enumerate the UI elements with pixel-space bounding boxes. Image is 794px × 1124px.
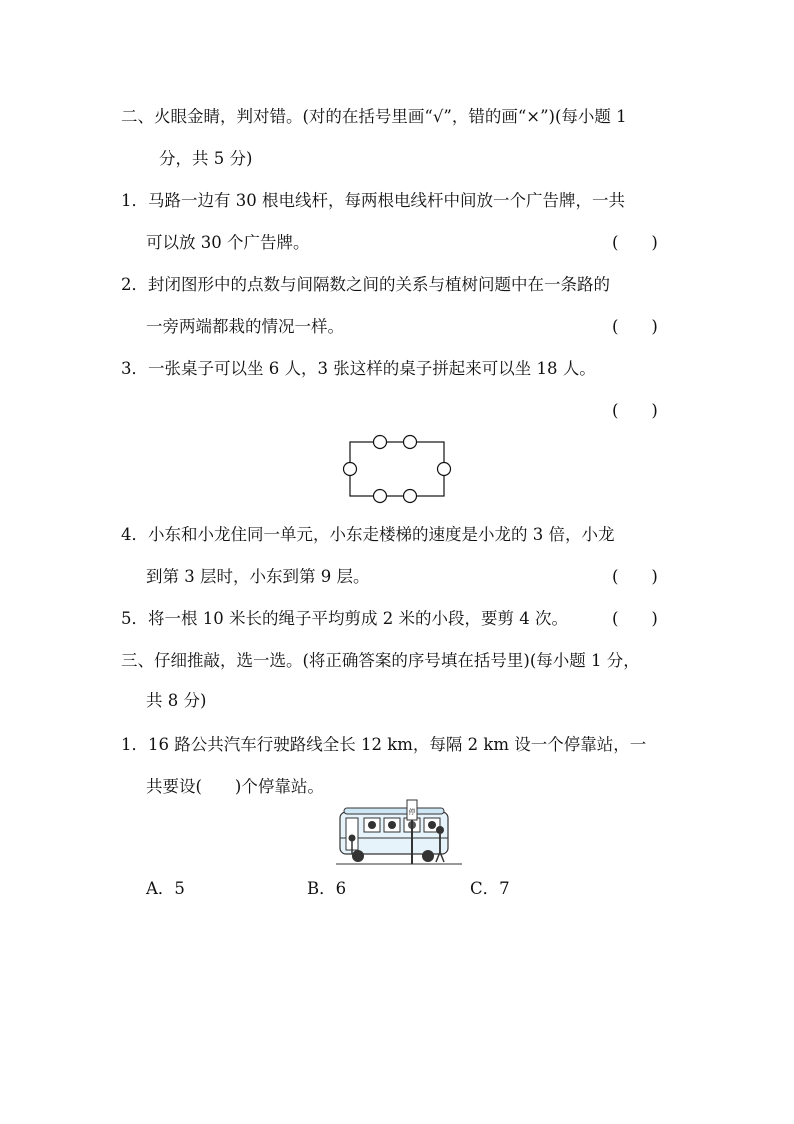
section-3-heading-line-1: 三、仔细推敲，选一选。(将正确答案的序号填在括号里)(每小题 1 分， — [121, 651, 640, 670]
seat-top-left — [374, 436, 387, 449]
passenger-head — [388, 821, 396, 829]
question-2-3-line-1: 3．一张桌子可以坐 6 人，3 张这样的桌子拼起来可以坐 18 人。 — [121, 359, 596, 378]
section-3-heading-line-2: 共 8 分) — [146, 691, 207, 710]
question-2-1-line-1: 1．马路一边有 30 根电线杆，每两根电线杆中间放一个广告牌，一共 — [121, 191, 625, 210]
passenger-head — [368, 821, 376, 829]
question-2-1-line-2: 可以放 30 个广告牌。 — [146, 233, 310, 252]
person-head — [349, 835, 356, 842]
bus-wheel — [352, 850, 364, 862]
seat-left — [344, 463, 357, 476]
question-2-2-line-1: 2．封闭图形中的点数与间隔数之间的关系与植树问题中在一条路的 — [121, 275, 610, 294]
answer-blank-2-4[interactable]: ( ) — [612, 567, 658, 586]
section-2-heading-line-1: 二、火眼金睛，判对错。(对的在括号里画“√”，错的画“×”)(每小题 1 — [121, 107, 627, 126]
question-2-2-line-2: 一旁两端都栽的情况一样。 — [146, 317, 344, 336]
option-a[interactable]: A．5 — [146, 879, 185, 898]
option-c[interactable]: C．7 — [470, 879, 510, 898]
seat-top-right — [404, 436, 417, 449]
question-3-1-line-1: 1．16 路公共汽车行驶路线全长 12 km，每隔 2 km 设一个停靠站，一 — [121, 735, 647, 754]
answer-blank-2-1[interactable]: ( ) — [612, 233, 658, 252]
question-2-4-line-2: 到第 3 层时，小东到第 9 层。 — [146, 567, 370, 586]
question-2-4-line-1: 4．小东和小龙住同一单元，小东走楼梯的速度是小龙的 3 倍，小龙 — [121, 525, 615, 544]
option-b[interactable]: B．6 — [307, 879, 347, 898]
passenger-head — [428, 821, 436, 829]
seat-right — [438, 463, 451, 476]
answer-blank-2-3[interactable]: ( ) — [612, 401, 658, 420]
question-2-5-line-1: 5．将一根 10 米长的绳子平均剪成 2 米的小段，要剪 4 次。 — [121, 609, 568, 628]
table-rectangle — [350, 442, 444, 496]
seat-bottom-left — [374, 490, 387, 503]
seat-bottom-right — [404, 490, 417, 503]
person-head — [436, 826, 444, 834]
section-2-heading-line-2: 分，共 5 分) — [159, 149, 253, 168]
stop-sign-label: 停 — [408, 808, 416, 816]
bus-wheel — [422, 850, 434, 862]
bus-roof — [344, 808, 444, 814]
bus-stop-illustration — [336, 800, 466, 866]
answer-blank-2-5[interactable]: ( ) — [612, 609, 658, 628]
answer-blank-2-2[interactable]: ( ) — [612, 317, 658, 336]
question-3-1-line-2: 共要设( )个停靠站。 — [146, 777, 324, 796]
tables-figure — [342, 434, 452, 504]
